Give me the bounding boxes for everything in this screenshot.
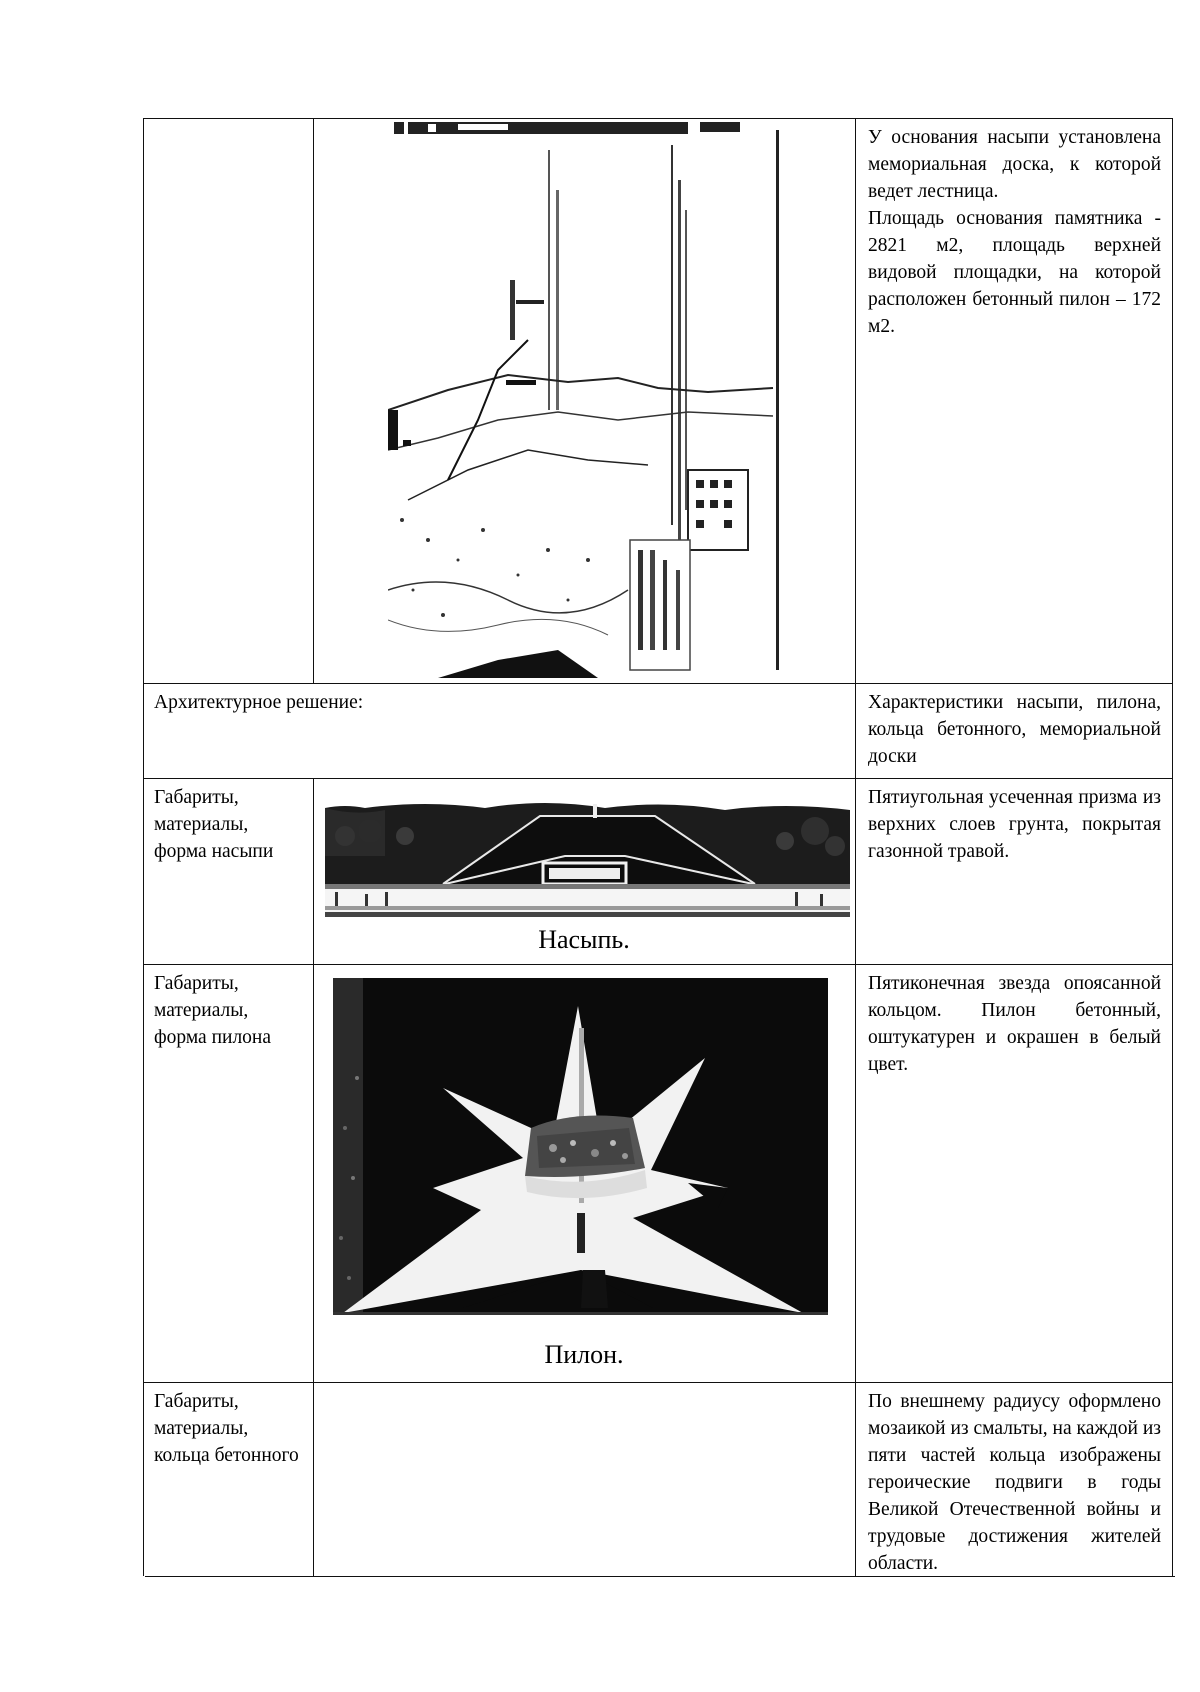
table-border-top (143, 118, 1173, 119)
table-border-right (1172, 118, 1173, 1576)
characteristics-header: Характеристики насыпи, пилона, кольца бетонного, мемориальной доски (868, 692, 1161, 767)
row1-description (868, 124, 1161, 340)
table-col-divider (313, 118, 314, 683)
embankment-photo (325, 796, 850, 917)
row4-label: Габариты, материалы, форма пилона (154, 973, 272, 1048)
table-border-left (143, 118, 144, 1576)
table-row-divider (143, 683, 1173, 684)
pylon-caption: Пилон. (544, 1340, 624, 1369)
row1-paragraph-2: Площадь основания памятника - 2821 м2, площадь верхней видовой площадки, на которой расположен бетонный пилон – 172 м2. (868, 208, 1161, 337)
architectural-solution-label: Архитектурное решение: (154, 692, 364, 713)
table-row-divider (143, 964, 1173, 965)
row1-paragraph-1: У основания насыпи установлена мемориальная доска, к которой ведет лестница. (868, 127, 1161, 202)
row3-description: Пятиугольная усеченная призма из верхних слоев грунта, покрытая газонной травой. (868, 787, 1161, 862)
table-col-divider (855, 118, 856, 1576)
pylon-photo (333, 978, 828, 1325)
row5-description: По внешнему радиусу оформлено мозаикой из смальты, на каждой из пяти частей кольца изображены героические подвиги в годы Великой Отечественной войны и трудовые достижения жителей области. (868, 1391, 1161, 1574)
monument-site-photo (388, 120, 785, 678)
table-row-divider (143, 1382, 1173, 1383)
table-col-divider (313, 778, 314, 1576)
row3-label: Габариты, материалы, форма насыпи (154, 787, 274, 862)
row5-label: Габариты, материалы, кольца бетонного (154, 1391, 299, 1466)
row4-description: Пятиконечная звезда опоясанной кольцом. Пилон бетонный, оштукатурен и окрашен в белый цвет. (868, 973, 1161, 1075)
table-row-divider (143, 778, 1173, 779)
embankment-caption: Насыпь. (538, 925, 630, 954)
